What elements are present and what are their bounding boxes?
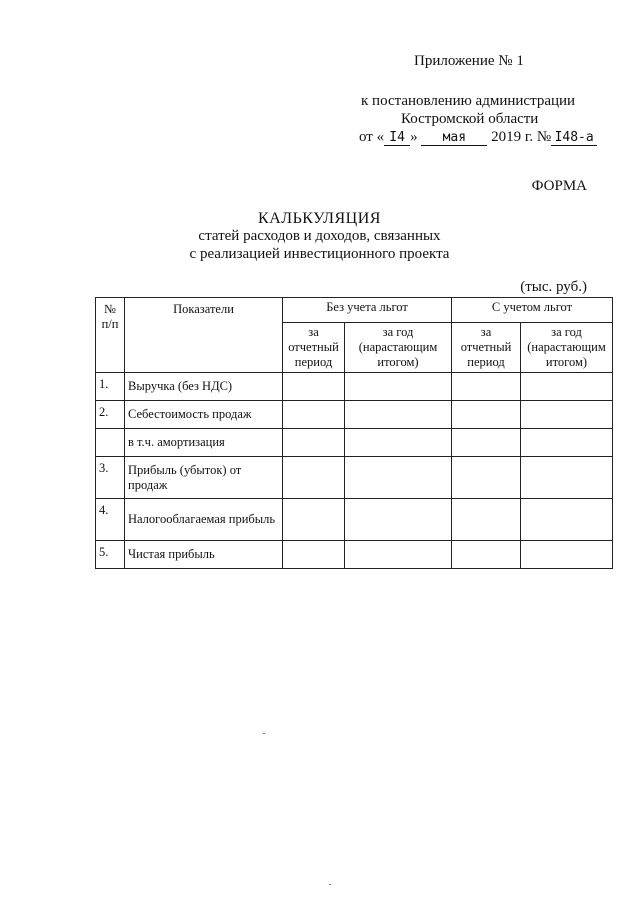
decree-line-2: Костромской области <box>401 111 539 127</box>
decree-prefix: от « <box>359 129 385 145</box>
decree-day: I4 <box>384 131 410 146</box>
header-year-with: за год (нарастающим итогом) <box>521 323 613 373</box>
value-cell <box>283 401 345 429</box>
value-cell <box>521 499 613 541</box>
header-with-benefits: С учетом льгот <box>452 298 613 323</box>
value-cell <box>283 429 345 457</box>
row-num: 5. <box>96 541 125 569</box>
value-cell <box>283 499 345 541</box>
value-cell <box>521 373 613 401</box>
value-cell <box>345 457 452 499</box>
value-cell <box>452 401 521 429</box>
value-cell <box>283 541 345 569</box>
header-indicator: Показатели <box>125 298 283 373</box>
value-cell <box>283 373 345 401</box>
table-row <box>96 373 613 401</box>
header-year-without: за год (нарастающим итогом) <box>345 323 452 373</box>
value-cell <box>521 401 613 429</box>
value-cell <box>452 457 521 499</box>
row-num: 3. <box>96 457 125 499</box>
document-subtitle-2: с реализацией инвестиционного проекта <box>189 246 450 262</box>
calculation-table <box>95 297 613 569</box>
table-row <box>96 429 613 457</box>
row-label: Себестоимость продаж <box>125 401 283 429</box>
value-cell <box>521 541 613 569</box>
value-cell <box>452 373 521 401</box>
row-label: Выручка (без НДС) <box>125 373 283 401</box>
document-subtitle-1: статей расходов и доходов, связанных <box>198 228 441 244</box>
value-cell <box>345 499 452 541</box>
value-cell <box>345 429 452 457</box>
header-without-benefits: Без учета льгот <box>283 298 452 323</box>
header-period-with: за отчетный период <box>452 323 521 373</box>
decree-date-line <box>359 129 597 146</box>
table-row <box>96 457 613 499</box>
decree-year: 2019 г. № <box>491 129 552 145</box>
row-label: в т.ч. амортизация <box>125 429 283 457</box>
row-label: Прибыль (убыток) от продаж <box>125 457 283 499</box>
decree-mid: » <box>410 129 418 145</box>
form-label: ФОРМА <box>531 178 587 194</box>
value-cell <box>452 541 521 569</box>
decree-number: I48-а <box>551 131 597 146</box>
header-num: № п/п <box>96 298 125 373</box>
table-row <box>96 541 613 569</box>
appendix-title: Приложение № 1 <box>414 53 524 69</box>
header-period-without: за отчетный период <box>283 323 345 373</box>
value-cell <box>345 541 452 569</box>
decree-month: мая <box>421 131 487 146</box>
row-num: 2. <box>96 401 125 429</box>
row-label: Налогооблагаемая прибыль <box>125 499 283 541</box>
value-cell <box>452 499 521 541</box>
units-label: (тыс. руб.) <box>520 279 587 295</box>
table-row <box>96 401 613 429</box>
value-cell <box>283 457 345 499</box>
row-num <box>96 429 125 457</box>
scan-speck <box>263 733 265 734</box>
document-title: КАЛЬКУЛЯЦИЯ <box>258 210 381 227</box>
value-cell <box>345 373 452 401</box>
table-row <box>96 499 613 541</box>
value-cell <box>345 401 452 429</box>
row-label: Чистая прибыль <box>125 541 283 569</box>
decree-line-1: к постановлению администрации <box>361 93 576 109</box>
value-cell <box>452 429 521 457</box>
row-num: 4. <box>96 499 125 541</box>
value-cell <box>521 429 613 457</box>
row-num: 1. <box>96 373 125 401</box>
value-cell <box>521 457 613 499</box>
scan-speck <box>329 884 331 885</box>
